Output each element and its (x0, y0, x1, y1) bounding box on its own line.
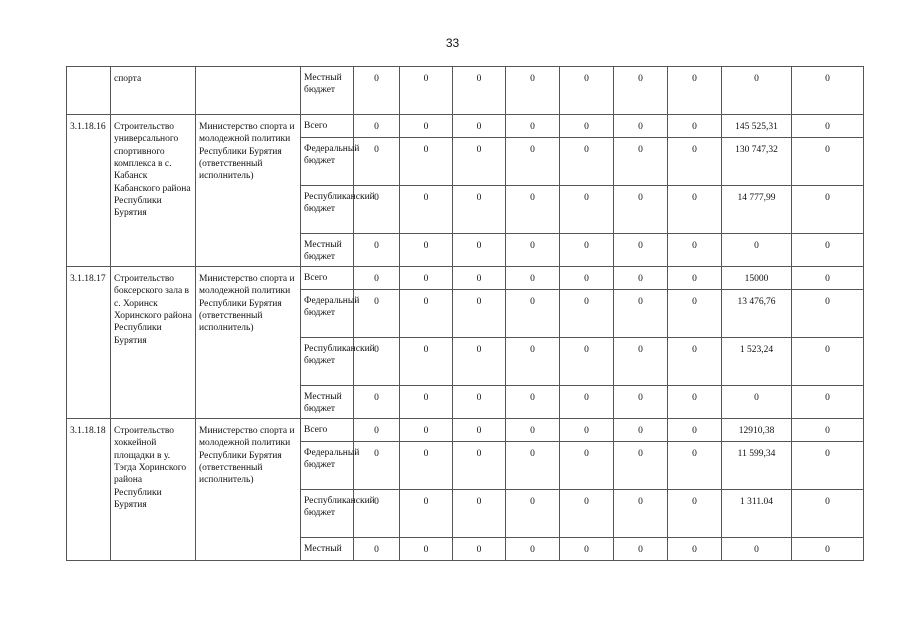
value-cell: 0 (560, 490, 614, 538)
value-cell: 0 (400, 538, 453, 561)
value-cell: 0 (354, 338, 400, 386)
value-cell: 0 (668, 538, 722, 561)
measure-executor: Министерство спорта и молодежной политики Республики Бурятия (ответственный исполнитель) (196, 419, 301, 561)
value-cell: 0 (400, 115, 453, 138)
value-cell: 0 (668, 138, 722, 186)
value-cell: 0 (668, 67, 722, 115)
value-cell: 0 (354, 234, 400, 267)
value-cell: 0 (792, 290, 864, 338)
measure-name: Строительство универсального спортивного комплекса в с. Кабанск Кабанского района Республики Бурятия (111, 115, 196, 267)
value-cell: 0 (668, 490, 722, 538)
value-cell: 0 (506, 267, 560, 290)
value-cell: 0 (614, 442, 668, 490)
funding-source: Всего (301, 419, 354, 442)
value-cell: 0 (560, 338, 614, 386)
value-cell: 0 (400, 138, 453, 186)
funding-source: Республиканский бюджет (301, 490, 354, 538)
value-cell: 0 (614, 419, 668, 442)
value-cell: 0 (668, 186, 722, 234)
value-cell: 145 525,31 (722, 115, 792, 138)
value-cell: 0 (506, 290, 560, 338)
value-cell: 0 (453, 490, 506, 538)
value-cell: 0 (722, 538, 792, 561)
value-cell: 0 (792, 234, 864, 267)
value-cell: 14 777,99 (722, 186, 792, 234)
value-cell: 0 (400, 386, 453, 419)
value-cell: 0 (560, 442, 614, 490)
value-cell: 0 (453, 538, 506, 561)
value-cell: 0 (614, 538, 668, 561)
funding-source: Местный (301, 538, 354, 561)
value-cell: 0 (792, 267, 864, 290)
value-cell: 0 (792, 490, 864, 538)
value-cell: 0 (668, 115, 722, 138)
value-cell: 0 (354, 386, 400, 419)
value-cell: 0 (614, 186, 668, 234)
value-cell: 0 (560, 234, 614, 267)
value-cell: 0 (668, 290, 722, 338)
value-cell: 0 (354, 290, 400, 338)
funding-source: Федеральный бюджет (301, 138, 354, 186)
funding-source: Федеральный бюджет (301, 290, 354, 338)
value-cell: 0 (506, 442, 560, 490)
value-cell: 0 (560, 290, 614, 338)
page-number: 33 (445, 36, 460, 50)
value-cell: 0 (668, 338, 722, 386)
value-cell: 130 747,32 (722, 138, 792, 186)
value-cell: 0 (453, 234, 506, 267)
value-cell: 0 (400, 67, 453, 115)
value-cell: 0 (792, 386, 864, 419)
value-cell: 0 (614, 138, 668, 186)
value-cell: 0 (354, 67, 400, 115)
value-cell: 0 (354, 538, 400, 561)
value-cell: 0 (354, 267, 400, 290)
measure-executor (196, 67, 301, 115)
value-cell: 15000 (722, 267, 792, 290)
value-cell: 0 (792, 138, 864, 186)
value-cell: 0 (668, 386, 722, 419)
funding-source: Всего (301, 267, 354, 290)
value-cell: 0 (354, 419, 400, 442)
value-cell: 0 (453, 186, 506, 234)
value-cell: 12910,38 (722, 419, 792, 442)
value-cell: 1 523,24 (722, 338, 792, 386)
value-cell: 0 (722, 234, 792, 267)
funding-source: Республиканский бюджет (301, 338, 354, 386)
value-cell: 0 (400, 490, 453, 538)
value-cell: 11 599,34 (722, 442, 792, 490)
table-row (67, 419, 864, 442)
value-cell: 0 (400, 186, 453, 234)
value-cell: 0 (354, 115, 400, 138)
value-cell: 0 (400, 338, 453, 386)
value-cell: 0 (560, 267, 614, 290)
value-cell: 0 (792, 338, 864, 386)
value-cell: 0 (668, 419, 722, 442)
value-cell: 0 (506, 234, 560, 267)
value-cell: 0 (400, 234, 453, 267)
measure-code: 3.1.18.17 (67, 267, 111, 419)
funding-source: Всего (301, 115, 354, 138)
value-cell: 0 (560, 115, 614, 138)
value-cell: 0 (453, 290, 506, 338)
value-cell: 0 (614, 490, 668, 538)
funding-source: Местный бюджет (301, 386, 354, 419)
table-row (67, 67, 864, 115)
funding-source: Федеральный бюджет (301, 442, 354, 490)
measure-name: Строительство хоккейной площадки в у. Тэгда Хоринского района Республики Бурятия (111, 419, 196, 561)
value-cell: 0 (614, 290, 668, 338)
value-cell: 1 311.04 (722, 490, 792, 538)
value-cell: 0 (453, 419, 506, 442)
value-cell: 0 (560, 386, 614, 419)
value-cell: 0 (453, 386, 506, 419)
value-cell: 0 (400, 267, 453, 290)
value-cell: 0 (560, 67, 614, 115)
value-cell: 0 (354, 442, 400, 490)
value-cell: 0 (614, 67, 668, 115)
funding-source: Местный бюджет (301, 234, 354, 267)
funding-source: Местный бюджет (301, 67, 354, 115)
measure-executor: Министерство спорта и молодежной политики Республики Бурятия (ответственный исполнитель) (196, 267, 301, 419)
value-cell: 0 (668, 442, 722, 490)
value-cell: 0 (453, 67, 506, 115)
measure-code: 3.1.18.16 (67, 115, 111, 267)
table-row (67, 267, 864, 290)
value-cell: 0 (354, 186, 400, 234)
value-cell: 0 (506, 419, 560, 442)
value-cell: 13 476,76 (722, 290, 792, 338)
value-cell: 0 (792, 67, 864, 115)
measure-code (67, 67, 111, 115)
value-cell: 0 (614, 267, 668, 290)
value-cell: 0 (560, 538, 614, 561)
value-cell: 0 (722, 67, 792, 115)
value-cell: 0 (506, 490, 560, 538)
value-cell: 0 (506, 138, 560, 186)
value-cell: 0 (453, 442, 506, 490)
value-cell: 0 (453, 338, 506, 386)
value-cell: 0 (506, 186, 560, 234)
funding-table (66, 66, 864, 561)
value-cell: 0 (400, 290, 453, 338)
value-cell: 0 (506, 538, 560, 561)
funding-source: Республиканский бюджет (301, 186, 354, 234)
value-cell: 0 (506, 386, 560, 419)
value-cell: 0 (792, 442, 864, 490)
value-cell: 0 (400, 419, 453, 442)
measure-name: Строительство боксерского зала в с. Хоринск Хоринского района Республики Бурятия (111, 267, 196, 419)
value-cell: 0 (506, 67, 560, 115)
measure-executor: Министерство спорта и молодежной политики Республики Бурятия (ответственный исполнитель) (196, 115, 301, 267)
value-cell: 0 (354, 490, 400, 538)
value-cell: 0 (354, 138, 400, 186)
measure-code: 3.1.18.18 (67, 419, 111, 561)
value-cell: 0 (792, 419, 864, 442)
value-cell: 0 (792, 538, 864, 561)
value-cell: 0 (614, 115, 668, 138)
value-cell: 0 (453, 267, 506, 290)
value-cell: 0 (722, 386, 792, 419)
value-cell: 0 (453, 138, 506, 186)
value-cell: 0 (792, 186, 864, 234)
value-cell: 0 (506, 338, 560, 386)
value-cell: 0 (614, 386, 668, 419)
value-cell: 0 (668, 234, 722, 267)
value-cell: 0 (560, 186, 614, 234)
value-cell: 0 (506, 115, 560, 138)
value-cell: 0 (560, 419, 614, 442)
value-cell: 0 (453, 115, 506, 138)
value-cell: 0 (668, 267, 722, 290)
value-cell: 0 (400, 442, 453, 490)
value-cell: 0 (614, 234, 668, 267)
table-body (67, 67, 864, 561)
value-cell: 0 (560, 138, 614, 186)
value-cell: 0 (792, 115, 864, 138)
value-cell: 0 (614, 338, 668, 386)
table-row (67, 115, 864, 138)
measure-name: спорта (111, 67, 196, 115)
